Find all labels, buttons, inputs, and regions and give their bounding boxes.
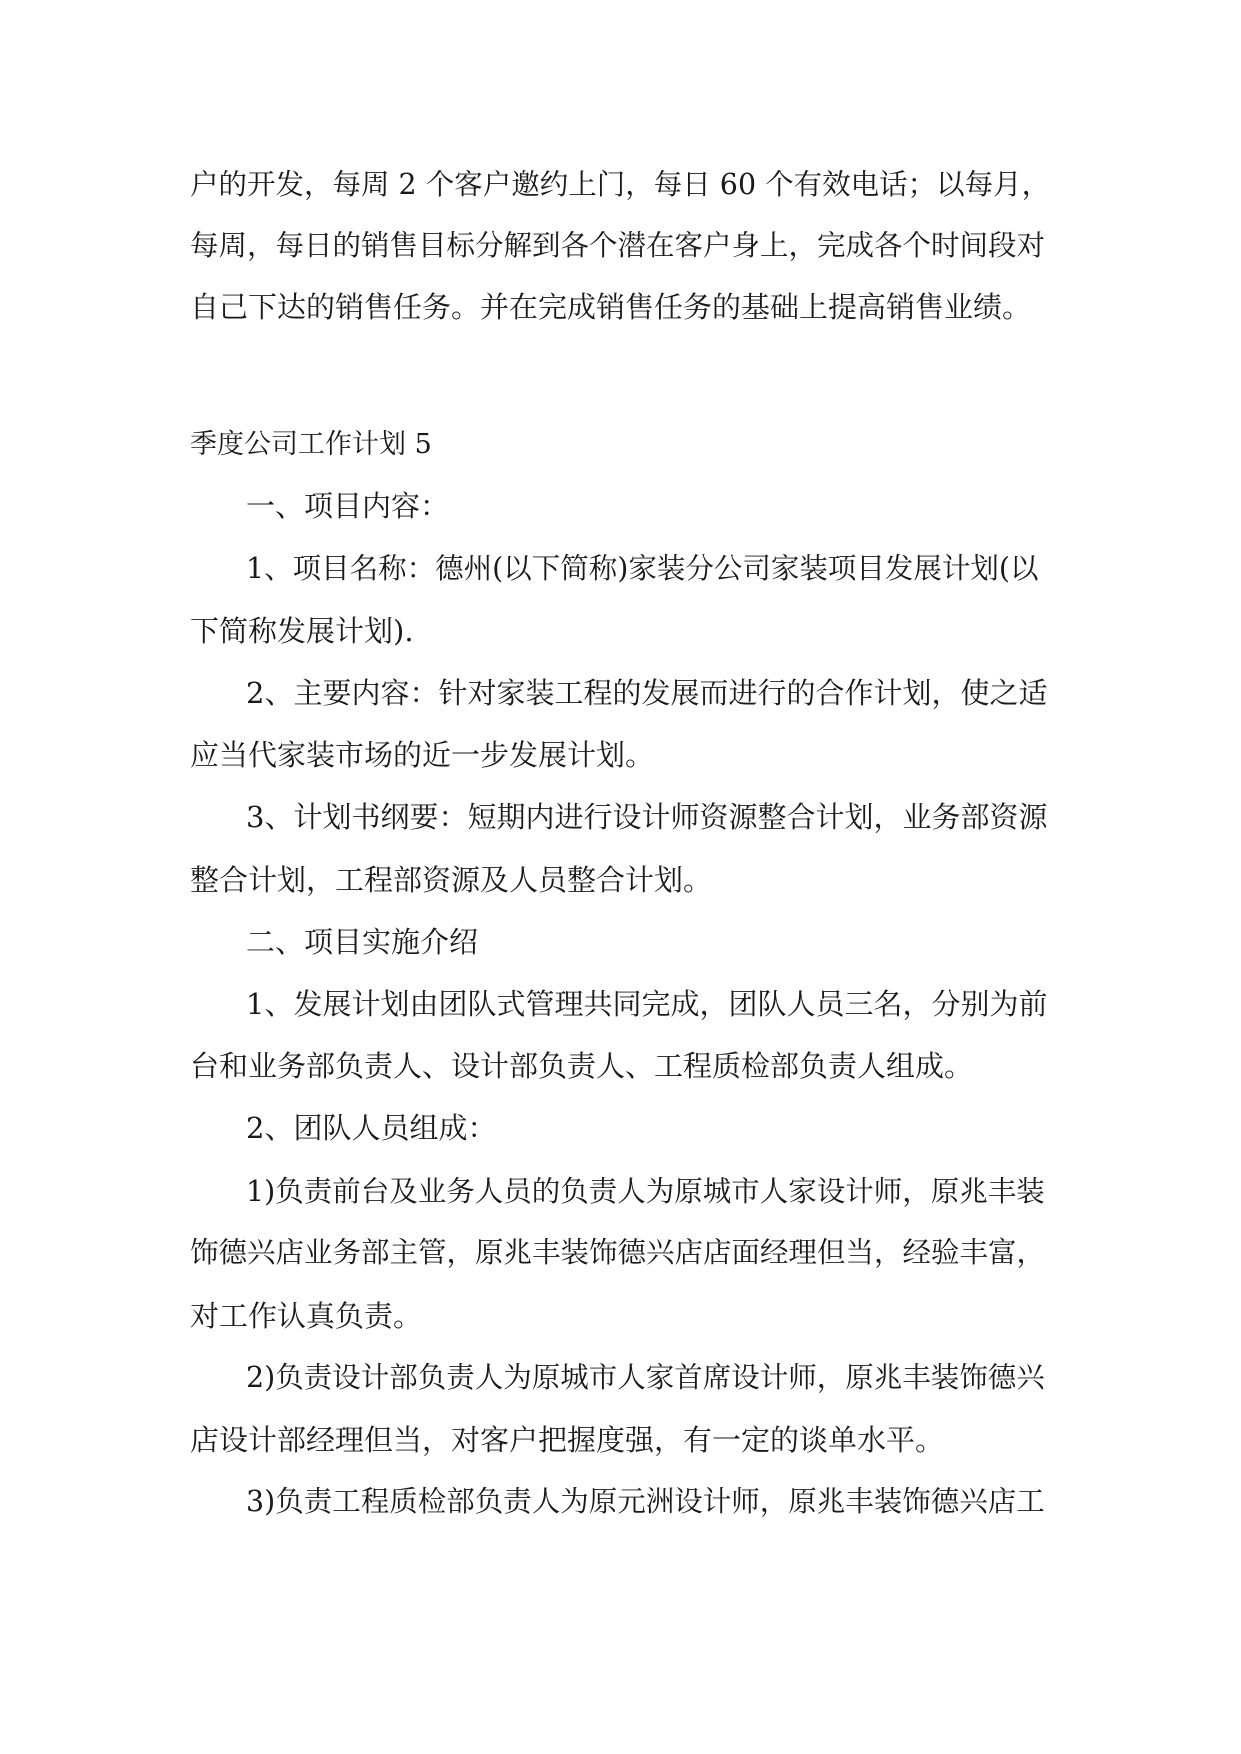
text-line: 2、主要内容：针对家装工程的发展而进行的合作计划，使之适 <box>246 676 1048 710</box>
text-line: 2)负责设计部负责人为原城市人家首席设计师，原兆丰装饰德兴 <box>246 1361 1045 1394</box>
text-line: 饰德兴店业务部主管，原兆丰装饰德兴店店面经理但当，经验丰富， <box>190 1236 1046 1269</box>
text-line: 3)负责工程质检部负责人为原元洲设计师，原兆丰装饰德兴店工 <box>246 1485 1045 1518</box>
text-line: 台和业务部负责人、设计部负责人、工程质检部负责人组成。 <box>190 1049 974 1083</box>
text-line: 1、项目名称：德州(以下简称)家装分公司家装项目发展计划(以 <box>246 552 1039 585</box>
text-line: 应当代家装市场的近一步发展计划。 <box>190 738 655 772</box>
text-line: 2、团队人员组成： <box>246 1111 497 1145</box>
text-line: 下简称发展计划). <box>190 614 414 648</box>
subsection-heading: 一、项目内容： <box>246 489 450 523</box>
text-line: 对工作认真负责。 <box>190 1299 423 1333</box>
section-title: 季度公司工作计划 5 <box>190 429 432 460</box>
subsection-heading: 二、项目实施介绍 <box>246 925 479 959</box>
text-line: 户的开发，每周 2 个客户邀约上门，每日 60 个有效电话；以每月， <box>190 168 1051 201</box>
text-line: 整合计划，工程部资源及人员整合计划。 <box>190 863 713 897</box>
text-line: 3、计划书纲要：短期内进行设计师资源整合计划，业务部资源 <box>246 800 1048 834</box>
text-line: 1)负责前台及业务人员的负责人为原城市人家设计师，原兆丰装 <box>246 1175 1045 1208</box>
text-line: 1、发展计划由团队式管理共同完成，团队人员三名，分别为前 <box>246 987 1048 1021</box>
text-line: 每周，每日的销售目标分解到各个潜在客户身上，完成各个时间段对 <box>190 229 1046 262</box>
text-line: 自己下达的销售任务。并在完成销售任务的基础上提高销售业绩。 <box>190 290 1032 324</box>
text-line: 店设计部经理但当，对客户把握度强，有一定的谈单水平。 <box>190 1423 945 1457</box>
